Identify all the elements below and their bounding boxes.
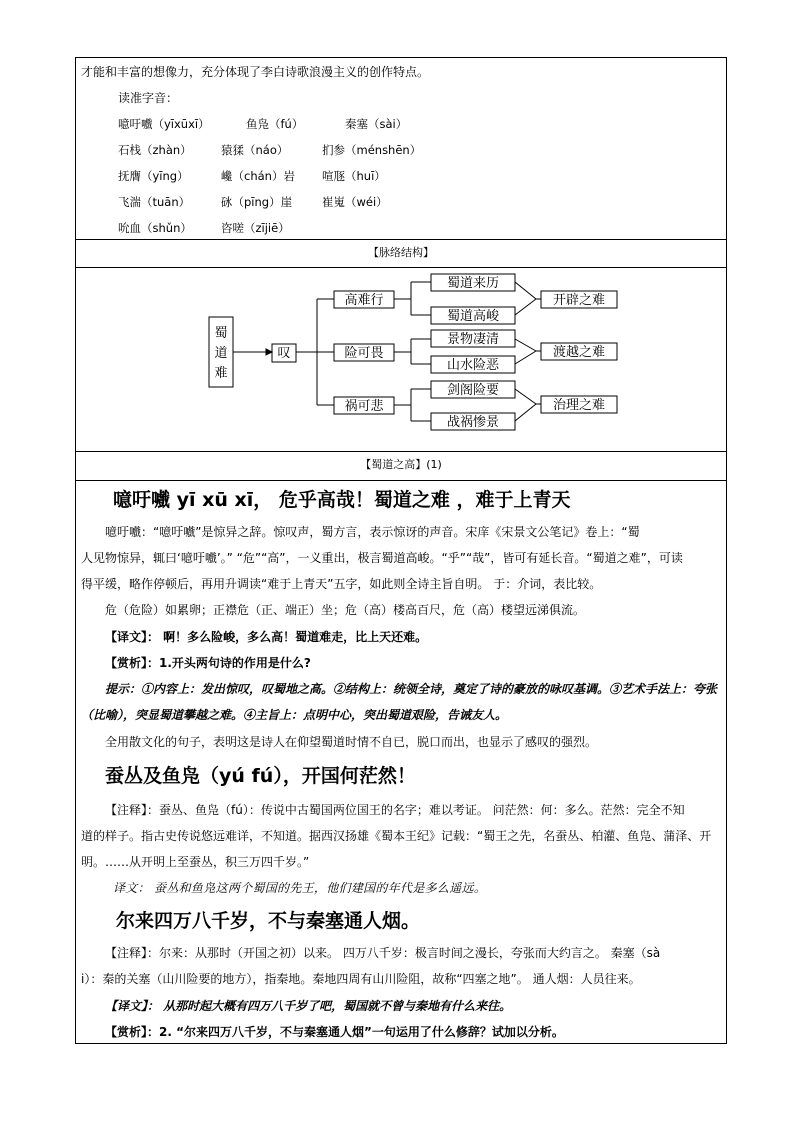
appreciation-question: 【赏析】：2. “尔来四万八千岁，不与秦塞通人烟”一句运用了什么修辞？试加以分析。 bbox=[105, 1025, 564, 1039]
branch-label: 险可畏 bbox=[344, 346, 384, 361]
row-divider bbox=[76, 451, 726, 452]
translation-line: 译文： 蚕丛和鱼凫这两个蜀国的先王，他们建国的年代是多么遥远。 bbox=[113, 881, 487, 895]
pron-item: 秦塞（sài） bbox=[345, 117, 408, 131]
verse-line: 蚕丛及鱼凫（yú fú），开国何茫然！ bbox=[105, 765, 416, 787]
pron-item: 石栈（zhàn） bbox=[118, 143, 192, 157]
pron-item: 猿猱（náo） bbox=[221, 143, 289, 157]
pron-item: 噫吁嚱（yīxūxī） bbox=[118, 117, 210, 131]
annotation-line: 道的样子。指古史传说悠远难详，不知道。据西汉扬雄《蜀本王纪》记载：“蜀王之先，名蚕丛、柏灌、鱼凫、蒲泽、开 bbox=[81, 829, 712, 843]
document-table bbox=[75, 57, 727, 1044]
translation-line: 【译文】： 从那时起大概有四万八千岁了吧，蜀国就不曾与秦地有什么来往。 bbox=[105, 999, 512, 1013]
result-label: 开辟之难 bbox=[552, 293, 606, 308]
annotation-line: 噫吁嚱：“噫吁嚱”是惊异之辞。惊叹声，蜀方言，表示惊讶的声音。宋庠《宋景文公笔记》卷上：“蜀 bbox=[105, 525, 640, 539]
leaf-label: 剑阁险要 bbox=[446, 383, 500, 398]
summary-line: 全用散文化的句子，表明这是诗人在仰望蜀道时情不自已，脱口而出，也显示了感叹的强烈。 bbox=[105, 735, 598, 749]
annotation-line: i）：秦的关塞（山川险要的地方），指秦地。秦地四周有山川险阻，故称“四塞之地”。 通人烟：人员往来。 bbox=[81, 972, 641, 986]
pron-item: 飞湍（tuān） bbox=[118, 195, 191, 209]
annotation-line: 危（危险）如累卵；正襟危（正、端正）坐；危（高）楼高百尺，危（高）楼望远涕俱流。 bbox=[105, 603, 586, 617]
intro-line: 才能和丰富的想像力，充分体现了李白诗歌浪漫主义的创作特点。 bbox=[81, 65, 430, 79]
hint-line: （比喻），突显蜀道攀越之难。④主旨上：点明中心，突出蜀道艰险，告诫友人。 bbox=[81, 708, 508, 722]
structure-header: 【脉络结构】 bbox=[368, 246, 434, 259]
leaf-label: 战祸惨景 bbox=[446, 415, 500, 430]
row-divider bbox=[76, 480, 726, 481]
hint-line: 提示：①内容上：发出惊叹，叹蜀地之高。②结构上：统领全诗，奠定了诗的豪放的咏叹基调。③艺术手法上：夸张 bbox=[105, 682, 718, 696]
pron-item: 巉（chán）岩 bbox=[221, 169, 295, 183]
sigh-label: 叹 bbox=[277, 346, 291, 361]
root-char: 难 bbox=[214, 366, 228, 381]
root-char: 道 bbox=[214, 346, 228, 361]
annotation-line: 【注释】：尔来：从那时（开国之初）以来。 四万八千岁：极言时间之漫长，夸张而大约言之。 秦塞（sà bbox=[105, 946, 661, 960]
annotation-line: 人见物惊异，辄曰‘噫吁嚱’。” “危”“高”，一义重出，极言蜀道高峻。“乎”“哉”，皆可有延长音。“蜀道之难”，可读 bbox=[81, 551, 683, 565]
leaf-label: 蜀道高峻 bbox=[446, 309, 500, 324]
verse-line: 噫吁嚱 yī xū xī， 危乎高哉！蜀道之难 ，难于上青天 bbox=[113, 489, 571, 511]
branch-label: 祸可悲 bbox=[344, 399, 384, 414]
pron-item: 扪参（ménshēn） bbox=[322, 143, 422, 157]
pron-item: 咨嗟（zījiē） bbox=[221, 221, 290, 235]
translation-line: 【译文】： 啊！多么险峻，多么高！蜀道难走，比上天还难。 bbox=[105, 630, 428, 644]
annotation-line: 得平缓，略作停顿后，再用升调读“难于上青天”五字，如此则全诗主旨自明。 于：介词，表比较。 bbox=[81, 577, 602, 591]
pron-item: 崔嵬（wéi） bbox=[322, 195, 388, 209]
section-header: 【蜀道之高】(1) bbox=[360, 458, 442, 471]
result-label: 渡越之难 bbox=[552, 345, 606, 360]
appreciation-question: 【赏析】：1.开头两句诗的作用是什么? bbox=[105, 656, 311, 670]
annotation-line: 【注释】：蚕丛、鱼凫（fú）：传说中古蜀国两位国王的名字；难以考证。 问茫然：何：多么。茫然：完全不知 bbox=[105, 803, 685, 817]
leaf-label: 景物凄清 bbox=[446, 332, 500, 347]
row-divider bbox=[76, 239, 726, 240]
pron-item: 吮血（shǔn） bbox=[118, 221, 192, 235]
pron-item: 抚膺（yīng） bbox=[118, 169, 189, 183]
result-label: 治理之难 bbox=[552, 398, 606, 413]
verse-line: 尔来四万八千岁，不与秦塞通人烟。 bbox=[116, 910, 421, 932]
pron-item: 鱼凫（fú） bbox=[246, 117, 304, 131]
leaf-label: 山水险恶 bbox=[446, 358, 500, 373]
pron-item: 喧豗（huī） bbox=[322, 169, 386, 183]
structure-diagram bbox=[76, 267, 726, 451]
branch-label: 高难行 bbox=[344, 293, 384, 308]
pronunciation-title: 读准字音： bbox=[118, 91, 179, 105]
leaf-label: 蜀道来历 bbox=[446, 276, 500, 291]
root-char: 蜀 bbox=[214, 326, 228, 341]
pron-item: 砯（pīng）崖 bbox=[221, 195, 293, 209]
annotation-line: 明。……从开明上至蚕丛，积三万四千岁。” bbox=[81, 855, 310, 869]
